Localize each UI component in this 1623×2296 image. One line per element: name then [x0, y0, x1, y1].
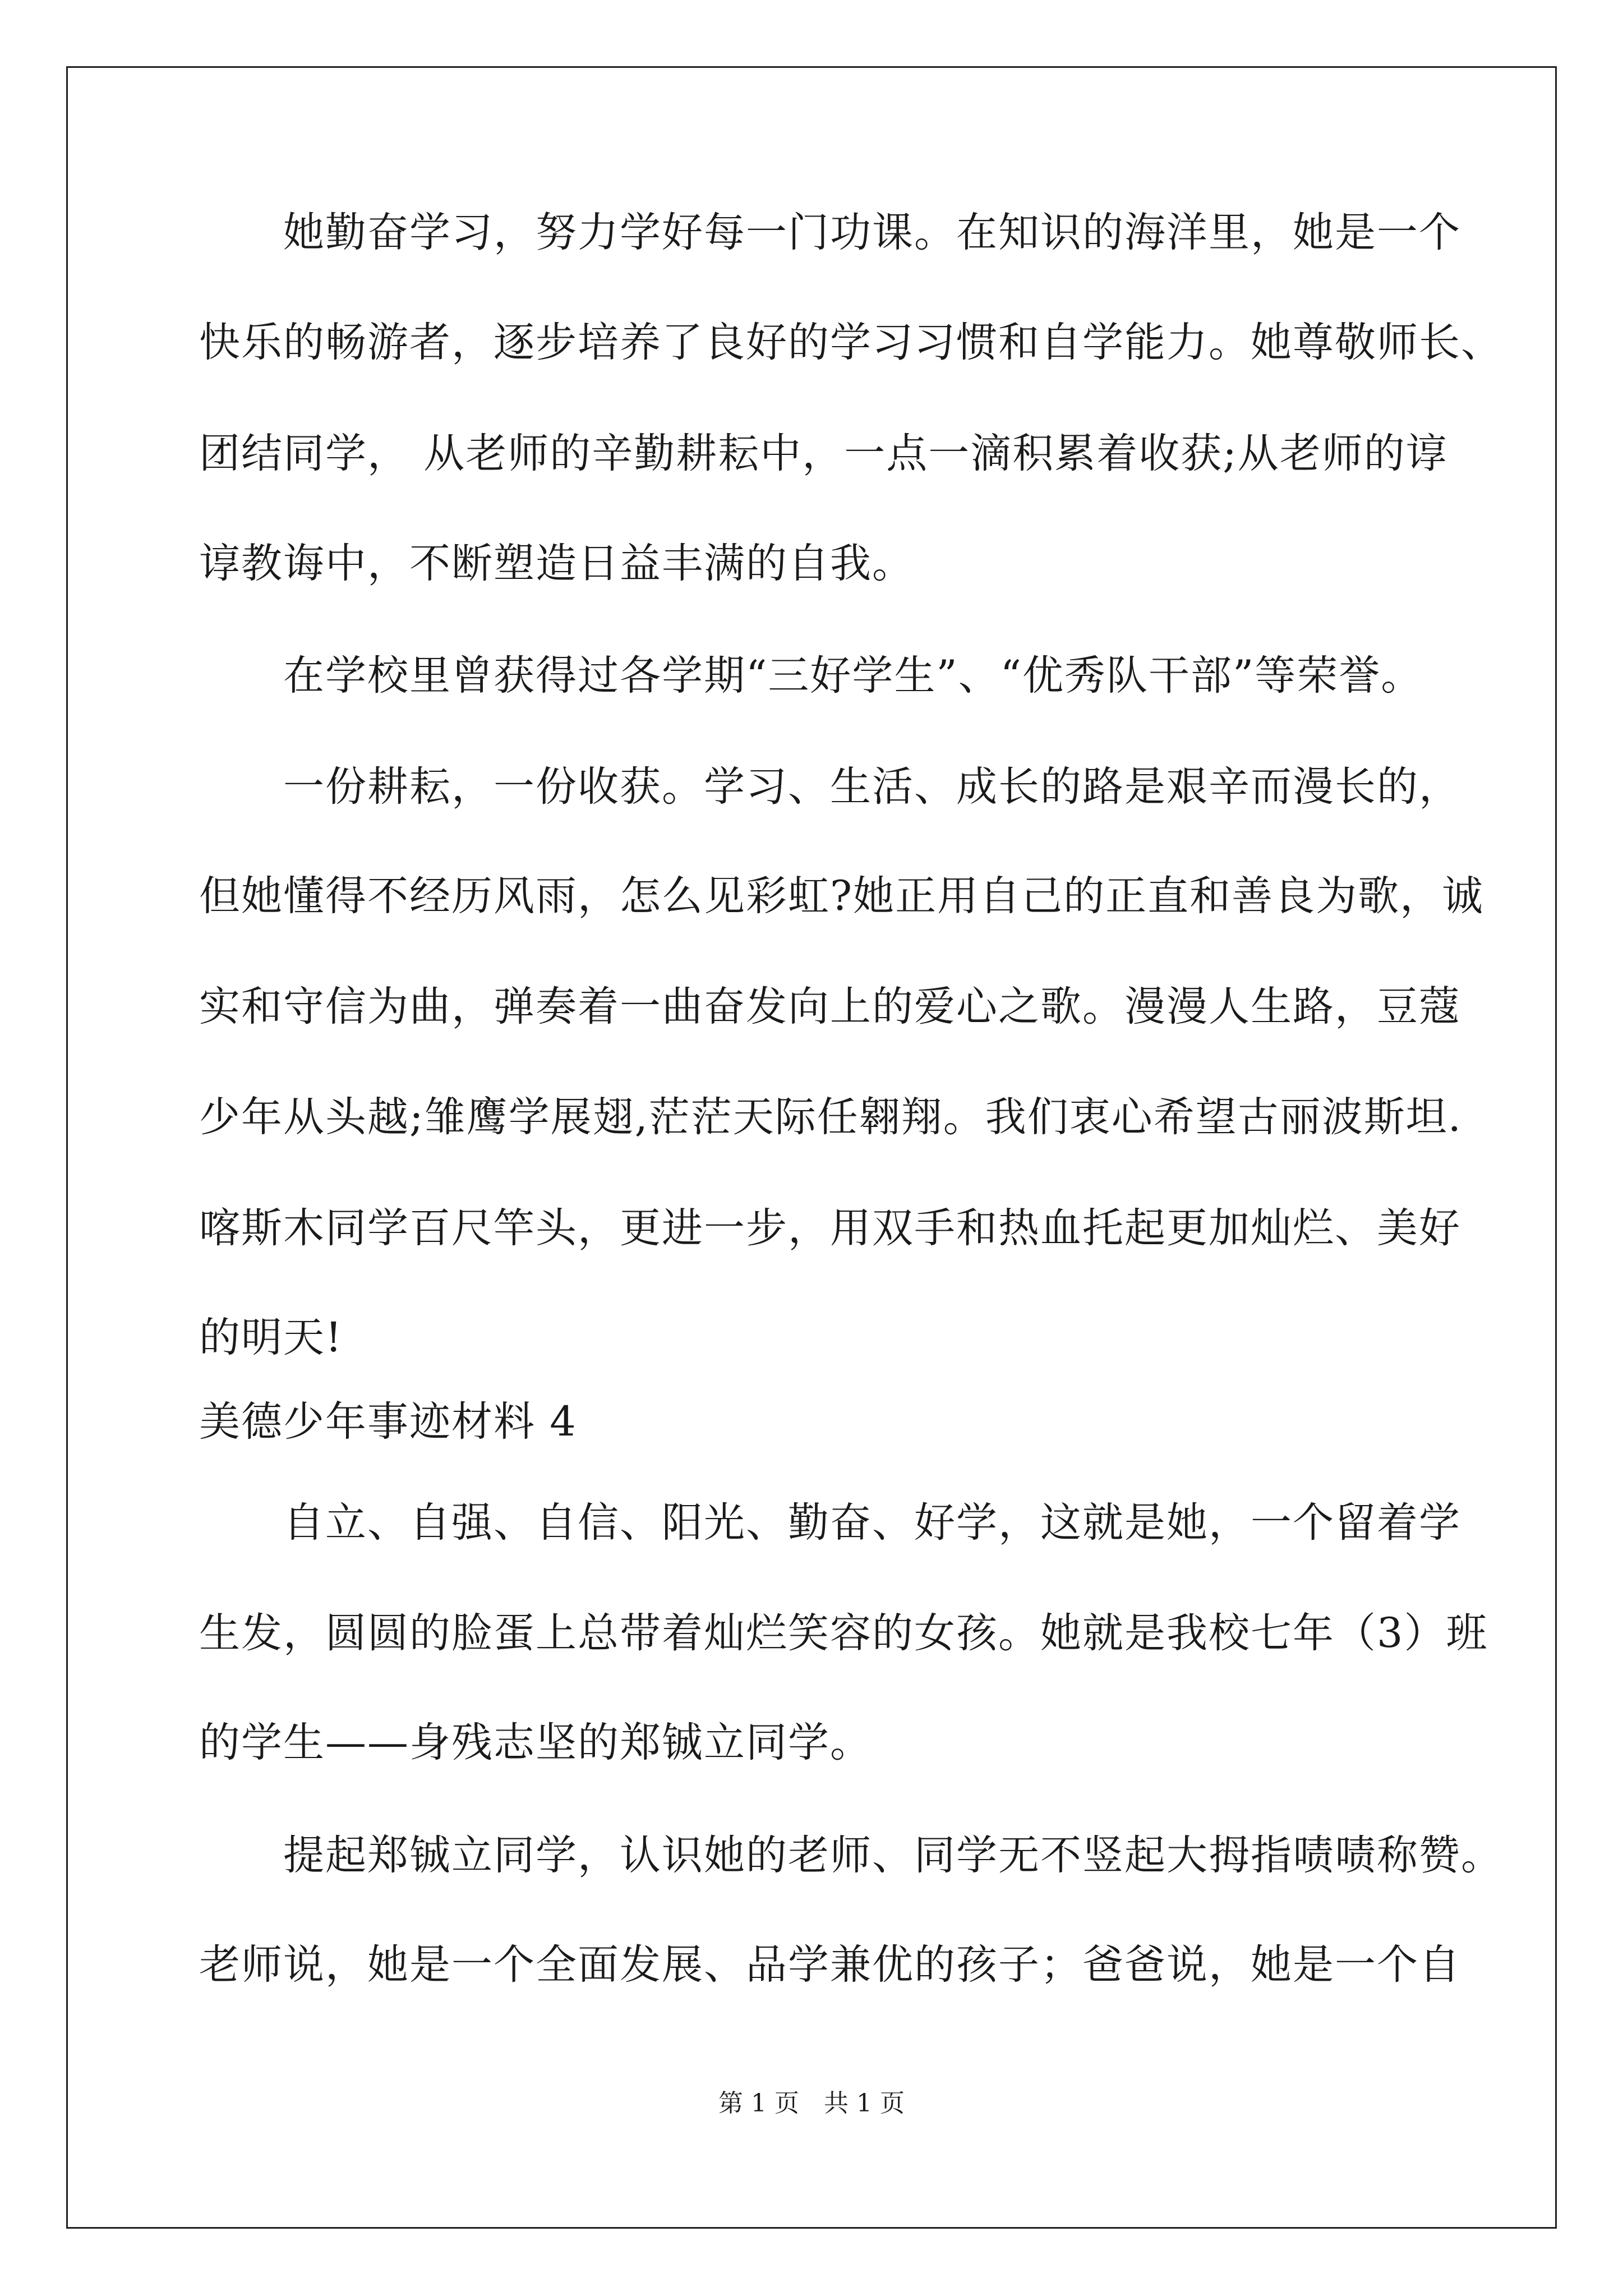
- text-line: 在学校里曾获得过各学期“三好学生”、“优秀队干部”等荣誉。: [283, 652, 1423, 700]
- text-line: 实和守信为曲，弹奏着一曲奋发向上的爱心之歌。漫漫人生路，豆蔻: [199, 983, 1461, 1030]
- text-line: 老师说，她是一个全面发展、品学兼优的孩子；爸爸说，她是一个自: [199, 1941, 1461, 1989]
- text-line: 自立、自强、自信、阳光、勤奋、好学，这就是她，一个留着学: [283, 1499, 1461, 1547]
- text-line: 少年从头越;雏鹰学展翅,茫茫天际任翱翔。我们衷心希望古丽波斯坦.: [199, 1093, 1463, 1141]
- text-line: 提起郑铖立同学，认识她的老师、同学无不竖起大拇指啧啧称赞。: [283, 1832, 1503, 1879]
- text-line: 生发，圆圆的脸蛋上总带着灿烂笑容的女孩。她就是我校七年（3）班: [199, 1609, 1488, 1657]
- text-line: 但她懂得不经历风雨，怎么见彩虹?她正用自己的正直和善良为歌，诚: [199, 872, 1484, 920]
- text-line: 一份耕耘，一份收获。学习、生活、成长的路是艰辛而漫长的，: [283, 763, 1461, 811]
- text-line: 谆教诲中，不断塑造日益丰满的自我。: [199, 540, 914, 587]
- section-heading: 美德少年事迹材料 4: [199, 1398, 577, 1446]
- page-frame: [66, 66, 1557, 2229]
- text-line: 她勤奋学习，努力学好每一门功课。在知识的海洋里，她是一个: [283, 209, 1461, 256]
- text-line: 快乐的畅游者，逐步培养了良好的学习习惯和自学能力。她尊敬师长、: [199, 319, 1503, 366]
- text-line: 团结同学， 从老师的辛勤耕耘中，一点一滴积累着收获;从老师的谆: [199, 430, 1448, 477]
- page-footer: 第 1 页 共 1 页: [718, 2089, 905, 2118]
- text-line: 的学生——身残志坚的郑铖立同学。: [199, 1719, 872, 1766]
- text-line: 的明天!: [199, 1314, 343, 1361]
- text-line: 喀斯木同学百尺竿头，更进一步，用双手和热血托起更加灿烂、美好: [199, 1204, 1461, 1252]
